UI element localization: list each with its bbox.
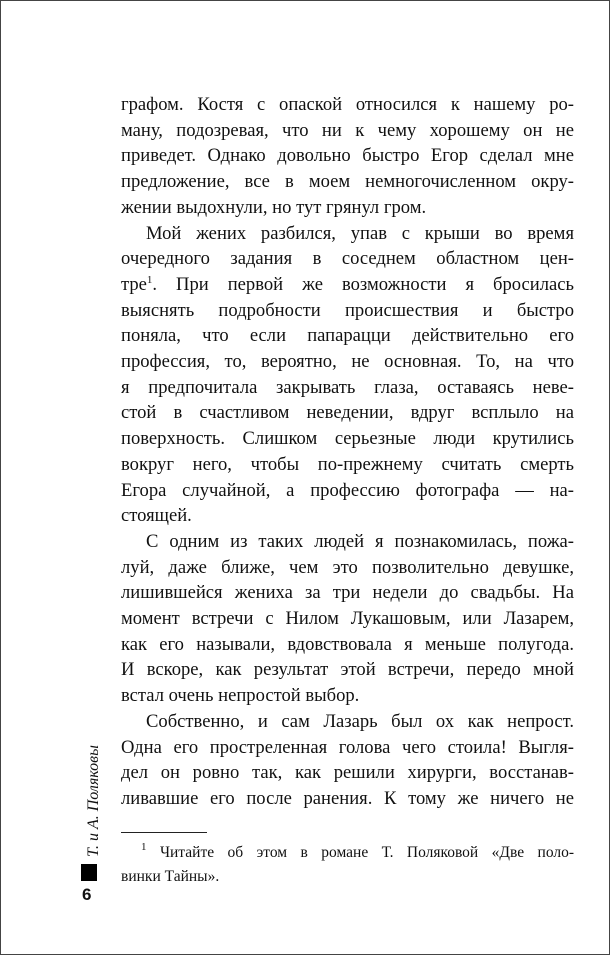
footnote-reference[interactable]: 1: [146, 273, 153, 286]
footnote: [121, 841, 574, 889]
text-fragment: . При первой же возможности я бросилась: [152, 273, 574, 295]
text-fragment: тре: [121, 273, 147, 295]
text-line: я предпочитала закрывать глаза, оставаясь неве-: [121, 376, 574, 398]
footnote-line: винки Тайны».: [121, 868, 220, 885]
text-line: графом. Костя с опаской относился к нашему ро-: [121, 94, 574, 115]
footnote-text: Читайте об этом в романе Т. Поляковой «Две поло-: [159, 844, 575, 861]
text-line: выяснять подробности происшествия и быстро: [121, 299, 574, 321]
text-line: луй, даже ближе, чем это позволительно девушке,: [121, 556, 574, 578]
text-line: стой в счастливом неведении, вдруг всплыло на: [121, 402, 574, 424]
text-line: как его называли, вдовствовала я меньше полугода.: [121, 633, 574, 655]
text-line: ливавшие его после ранения. К тому же ничего не: [121, 787, 574, 809]
text-line: профессия, то, вероятно, не основная. То, на что: [121, 351, 574, 373]
running-head-author: Т. и А. Поляковы: [85, 745, 102, 857]
text-line: момент встречи с Нилом Лукашовым, или Лазарем,: [121, 608, 574, 630]
text-line: Егора случайной, а профессию фотографа — на-: [121, 479, 574, 501]
text-line: предложение, все в моем немногочисленном окру-: [121, 171, 574, 193]
text-line: жении выдохнули, но тут грянул гром.: [121, 196, 427, 218]
text-line: И вскоре, как результат этой встречи, передо мной: [121, 659, 574, 681]
text-line: приведет. Однако довольно быстро Егор сделал мне: [121, 145, 574, 167]
text-line: ману, подозревая, что ни к чему хорошему он не: [121, 119, 574, 141]
running-head-marker: [81, 864, 97, 881]
text-line: С одним из таких людей я познакомилась, пожа-: [146, 530, 574, 552]
footnote-marker: 1: [141, 841, 147, 853]
page-number: 6: [82, 885, 92, 904]
main-text: [121, 92, 574, 812]
text-line-with-footnote: [121, 272, 574, 298]
text-line: Мой жених разбился, упав с крыши во время: [146, 222, 574, 244]
text-line: вокруг него, чтобы по-прежнему считать смерть: [121, 453, 574, 475]
text-line: Собственно, и сам Лазарь был ох как непрост.: [146, 710, 574, 732]
text-line: очередного задания в соседнем областном цен-: [121, 248, 574, 270]
footnote-divider: [121, 832, 207, 833]
text-line: лишившейся жениха за три недели до свадьбы. На: [121, 582, 574, 604]
footnote-line: [121, 841, 574, 865]
text-line: поверхность. Слишком серьезные люди крутились: [121, 428, 574, 450]
text-line: стоящей.: [121, 505, 192, 527]
text-line: встал очень непростой выбор.: [121, 685, 360, 707]
text-line: Одна его простреленная голова чего стоила! Выгля-: [121, 736, 574, 758]
text-line: поняла, что если папарацци действительно его: [121, 325, 574, 347]
text-line: дел он ровно так, как решили хирурги, восстанав-: [121, 762, 574, 784]
